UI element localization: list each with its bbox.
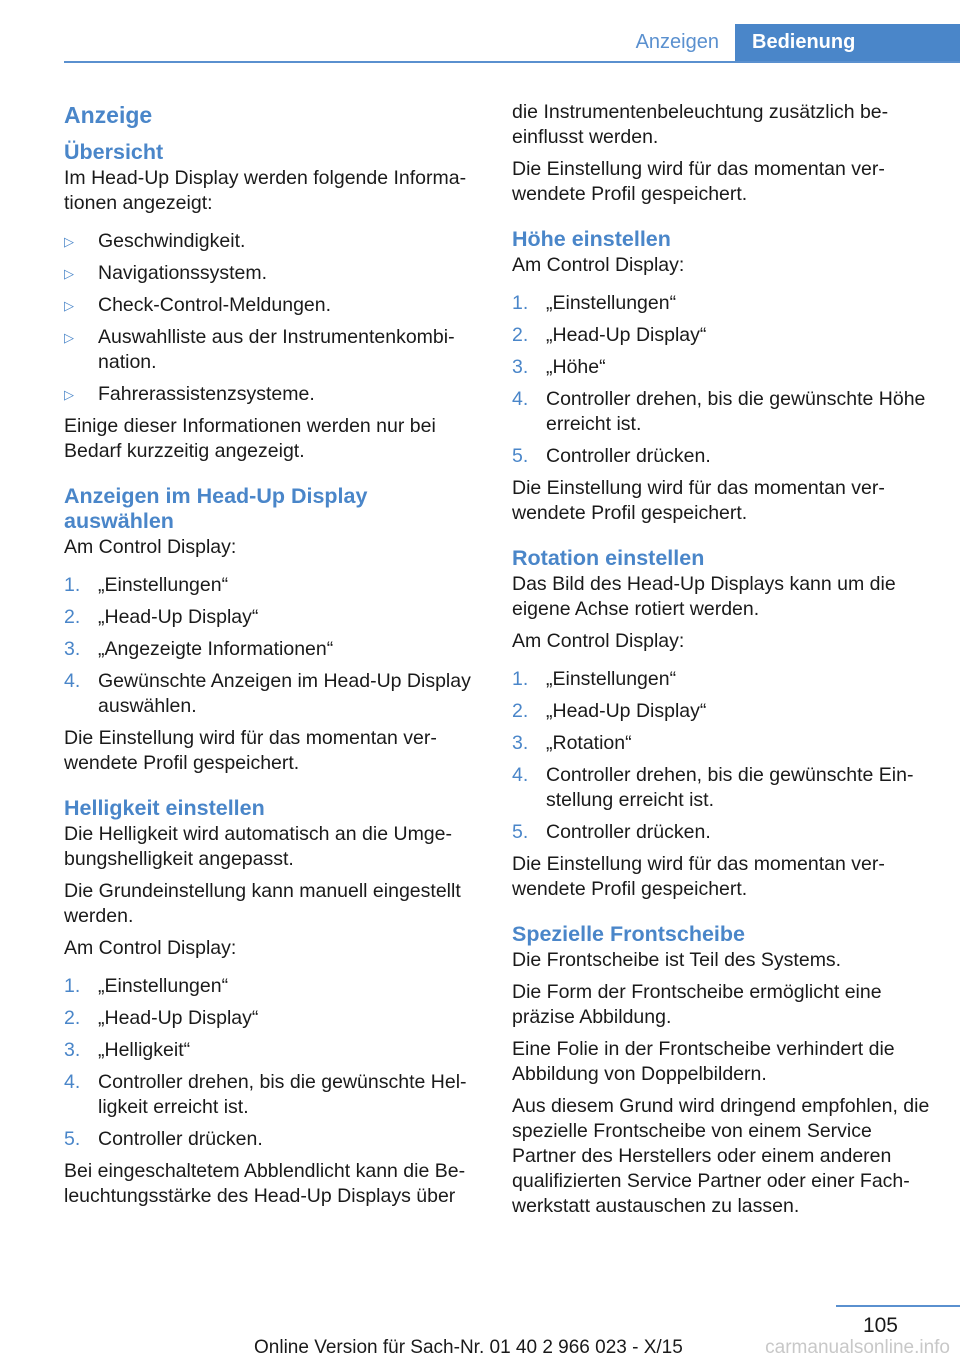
list-item-text: Gewünschte Anzeigen im Head-Up Display auswählen.	[98, 670, 471, 717]
list-item-text: „Einstellungen“	[546, 668, 677, 690]
step-number: 3.	[512, 732, 529, 754]
step-number: 5.	[512, 445, 529, 467]
numbered-list	[512, 667, 930, 845]
list-item-text: Controller drehen, bis die gewünschte Höhe erreicht ist.	[546, 388, 926, 435]
step-number: 1.	[512, 292, 529, 314]
list-item	[512, 444, 930, 469]
list-item	[64, 573, 482, 598]
section-title: Anzeige	[64, 102, 153, 128]
list-item	[64, 669, 482, 719]
paragraph: Die Einstellung wird für das momentan verwendete Profil gespeichert.	[512, 477, 885, 524]
list-item	[64, 1038, 482, 1063]
paragraph: Aus diesem Grund wird dringend empfohlen, die spezielle Frontscheibe von einem Service Partner des Herstellers oder einem anderen qualifizierten Service Partner oder einer Fachwerkstatt austauschen zu lassen.	[512, 1095, 930, 1217]
step-number: 4.	[64, 1071, 81, 1093]
paragraph: Im Head-Up Display werden folgende Informationen angezeigt:	[64, 167, 467, 214]
heading-frontscheibe: Spezielle Frontscheibe	[512, 922, 745, 946]
step-number: 4.	[64, 670, 81, 692]
list-item	[64, 1006, 482, 1031]
footer-rule	[836, 1305, 960, 1307]
left-column	[64, 100, 482, 1216]
step-number: 1.	[64, 975, 81, 997]
step-number: 2.	[64, 1007, 81, 1029]
right-column	[512, 100, 930, 1226]
list-item	[64, 382, 482, 407]
step-number: 2.	[512, 700, 529, 722]
page-number: 105	[862, 1314, 898, 1337]
paragraph: Die Frontscheibe ist Teil des Systems.	[512, 949, 842, 971]
list-item	[64, 1070, 482, 1120]
step-number: 5.	[512, 821, 529, 843]
list-item	[512, 323, 930, 348]
header-rule	[64, 61, 960, 63]
list-item-text: „Rotation“	[546, 732, 632, 754]
step-number: 2.	[512, 324, 529, 346]
paragraph: Am Control Display:	[64, 937, 237, 959]
heading-anzeigen-auswaehlen: Anzeigen im Head-Up Display auswählen	[64, 484, 368, 533]
paragraph: Am Control Display:	[512, 254, 685, 276]
list-item-text: Controller drehen, bis die gewünschte Einstellung erreicht ist.	[546, 764, 914, 811]
list-item-text: Fahrerassistenzsysteme.	[98, 383, 315, 405]
list-item	[64, 261, 482, 286]
paragraph: Die Einstellung wird für das momentan verwendete Profil gespeichert.	[512, 158, 885, 205]
list-item-text: Navigationssystem.	[98, 262, 268, 284]
paragraph: Das Bild des Head-Up Displays kann um die eigene Achse rotiert werden.	[512, 573, 896, 620]
list-item-text: „Head-Up Display“	[546, 700, 707, 722]
list-item-text: „Head-Up Display“	[98, 1007, 259, 1029]
numbered-list	[512, 291, 930, 469]
list-item-text: „Einstellungen“	[546, 292, 677, 314]
triangle-bullet-icon: ▷	[64, 330, 74, 345]
triangle-bullet-icon: ▷	[64, 387, 74, 402]
paragraph: Am Control Display:	[512, 630, 685, 652]
numbered-list	[64, 974, 482, 1152]
list-item	[512, 820, 930, 845]
list-item-text: „Head-Up Display“	[98, 606, 259, 628]
list-item-text: Controller drücken.	[546, 445, 711, 467]
list-item-text: Geschwindigkeit.	[98, 230, 246, 252]
paragraph: Bei eingeschaltetem Abblendlicht kann die Beleuchtungsstärke des Head-Up Displays über	[64, 1160, 466, 1207]
step-number: 4.	[512, 764, 529, 786]
list-item	[512, 699, 930, 724]
list-item-text: Controller drücken.	[546, 821, 711, 843]
watermark: carmanualsonline.info	[765, 1337, 950, 1358]
step-number: 2.	[64, 606, 81, 628]
step-number: 4.	[512, 388, 529, 410]
heading-rotation: Rotation einstellen	[512, 546, 705, 570]
list-item	[64, 1127, 482, 1152]
step-number: 3.	[64, 638, 81, 660]
list-item	[512, 355, 930, 380]
triangle-bullet-icon: ▷	[64, 298, 74, 313]
list-item	[64, 229, 482, 254]
list-item-text: Check-Control-Meldungen.	[98, 294, 332, 316]
step-number: 1.	[64, 574, 81, 596]
list-item-text: „Head-Up Display“	[546, 324, 707, 346]
list-item-text: „Einstellungen“	[98, 975, 229, 997]
list-item	[64, 605, 482, 630]
list-item-text: „Höhe“	[546, 356, 606, 378]
list-item-text: Controller drücken.	[98, 1128, 263, 1150]
paragraph: Die Einstellung wird für das momentan verwendete Profil gespeichert.	[512, 853, 885, 900]
step-number: 3.	[64, 1039, 81, 1061]
triangle-bullet-icon: ▷	[64, 234, 74, 249]
step-number: 1.	[512, 668, 529, 690]
tab-bedienung[interactable]: Bedienung	[735, 24, 960, 61]
list-item-text: „Einstellungen“	[98, 574, 229, 596]
list-item	[64, 637, 482, 662]
list-item	[64, 974, 482, 999]
step-number: 3.	[512, 356, 529, 378]
online-version-note: Online Version für Sach-Nr. 01 40 2 966 023 - X/15	[254, 1337, 683, 1358]
list-item	[512, 387, 930, 437]
list-item	[64, 293, 482, 318]
step-number: 5.	[64, 1128, 81, 1150]
triangle-bullet-icon: ▷	[64, 266, 74, 281]
bullet-list	[64, 229, 482, 407]
paragraph: Die Grundeinstellung kann manuell eingestellt werden.	[64, 880, 461, 927]
paragraph: Eine Folie in der Frontscheibe verhindert die Abbildung von Doppelbildern.	[512, 1038, 895, 1085]
list-item-text: „Angezeigte Informationen“	[98, 638, 334, 660]
heading-helligkeit: Helligkeit einstellen	[64, 796, 265, 820]
list-item-text: Auswahlliste aus der Instrumentenkombination.	[98, 326, 455, 373]
numbered-list	[64, 573, 482, 719]
list-item	[64, 325, 482, 375]
paragraph: Die Einstellung wird für das momentan verwendete Profil gespeichert.	[64, 727, 437, 774]
paragraph: Die Form der Frontscheibe ermöglicht eine präzise Abbildung.	[512, 981, 882, 1028]
list-item-text: „Helligkeit“	[98, 1039, 191, 1061]
heading-uebersicht: Übersicht	[64, 140, 164, 164]
paragraph: Am Control Display:	[64, 536, 237, 558]
list-item	[512, 667, 930, 692]
heading-hoehe: Höhe einstellen	[512, 227, 671, 251]
list-item	[512, 763, 930, 813]
tab-anzeigen[interactable]: Anzeigen	[635, 31, 719, 53]
list-item	[512, 731, 930, 756]
paragraph: Einige dieser Informationen werden nur bei Bedarf kurzzeitig angezeigt.	[64, 415, 436, 462]
paragraph: Die Helligkeit wird automatisch an die Umgebungshelligkeit angepasst.	[64, 823, 452, 870]
list-item-text: Controller drehen, bis die gewünschte Helligkeit erreicht ist.	[98, 1071, 467, 1118]
paragraph: die Instrumentenbeleuchtung zusätzlich beeinflusst werden.	[512, 101, 889, 148]
list-item	[512, 291, 930, 316]
